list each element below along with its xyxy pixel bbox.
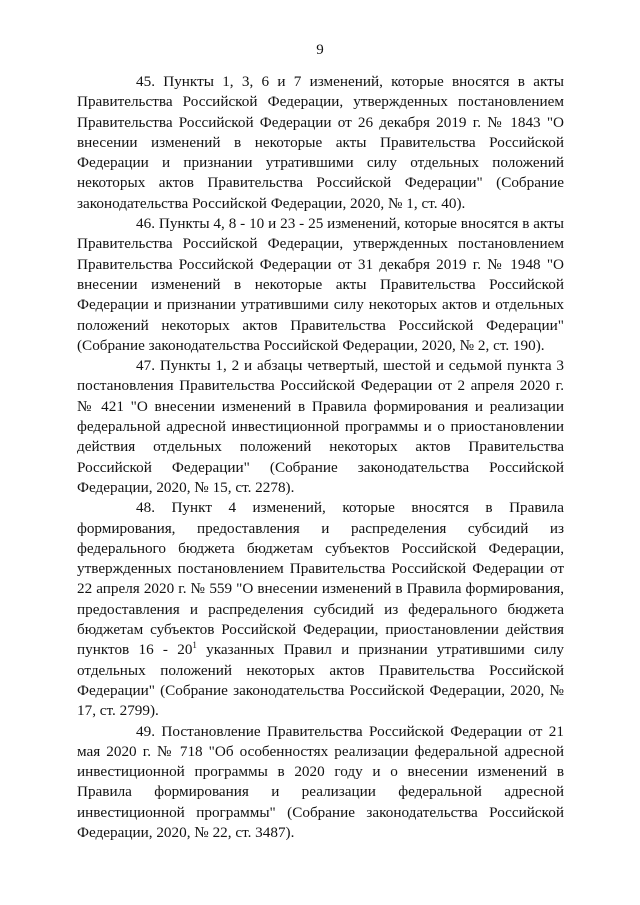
paragraph-48 xyxy=(77,498,564,721)
paragraph-48-text-after: указанных Правил и признании утратившими силу отдельных положений некоторых актов Правительства Российской Федерации" (Собрание законодательства Российской Федерации, 2020, № 17, ст. 2799). xyxy=(77,641,564,720)
paragraph-46: 46. Пункты 4, 8 - 10 и 23 - 25 изменений, которые вносятся в акты Правительства Российской Федерации, утвержденных постановлением Правительства Российской Федерации от 31 декабря 2019 г. № 1948 "О внесении изменений в некоторые акты Правительства Российской Федерации и признании утратившими силу некоторых актов и отдельных положений некоторых актов Правительства Российской Федерации" (Собрание законодательства Российской Федерации, 2020, № 2, ст. 190). xyxy=(77,215,564,354)
paragraph-48-superscript: 1 xyxy=(192,640,197,651)
paragraph-47: 47. Пункты 1, 2 и абзацы четвертый, шестой и седьмой пункта 3 постановления Правительства Российской Федерации от 2 апреля 2020 г. № 421 "О внесении изменений в Правила формирования и реализации федеральной адресной инвестиционной программы и о приостановлении действия отдельных положений некоторых актов Правительства Российской Федерации" (Собрание законодательства Российской Федерации, 2020, № 15, ст. 2278). xyxy=(77,357,564,496)
paragraph-48-text-before: 48. Пункт 4 изменений, которые вносятся в Правила формирования, предоставления и распределения субсидий из федерального бюджета бюджетам субъектов Российской Федерации, утвержденных постановлением Правительства Российской Федерации от 22 апреля 2020 г. № 559 "О внесении изменений в Правила формирования, предоставления и распределения субсидий из федерального бюджета бюджетам субъектов Российской Федерации, приостановлении действия пунктов 16 - 20 xyxy=(77,499,564,659)
paragraph-49: 49. Постановление Правительства Российской Федерации от 21 мая 2020 г. № 718 "Об особенностях реализации федеральной адресной инвестиционной программы в 2020 году и о внесении изменений в Правила формирования и реализации федеральной адресной инвестиционной программы" (Собрание законодательства Российской Федерации, 2020, № 22, ст. 3487). xyxy=(77,722,564,841)
document-body xyxy=(77,72,564,843)
page-number: 9 xyxy=(316,42,324,58)
paragraph-45: 45. Пункты 1, 3, 6 и 7 изменений, которые вносятся в акты Правительства Российской Федерации, утвержденных постановлением Правительства Российской Федерации от 26 декабря 2019 г. № 1843 "О внесении изменений в некоторые акты Правительства Российской Федерации и признании утратившими силу отдельных положений некоторых актов Правительства Российской Федерации" (Собрание законодательства Российской Федерации, 2020, № 1, ст. 40). xyxy=(77,73,564,212)
